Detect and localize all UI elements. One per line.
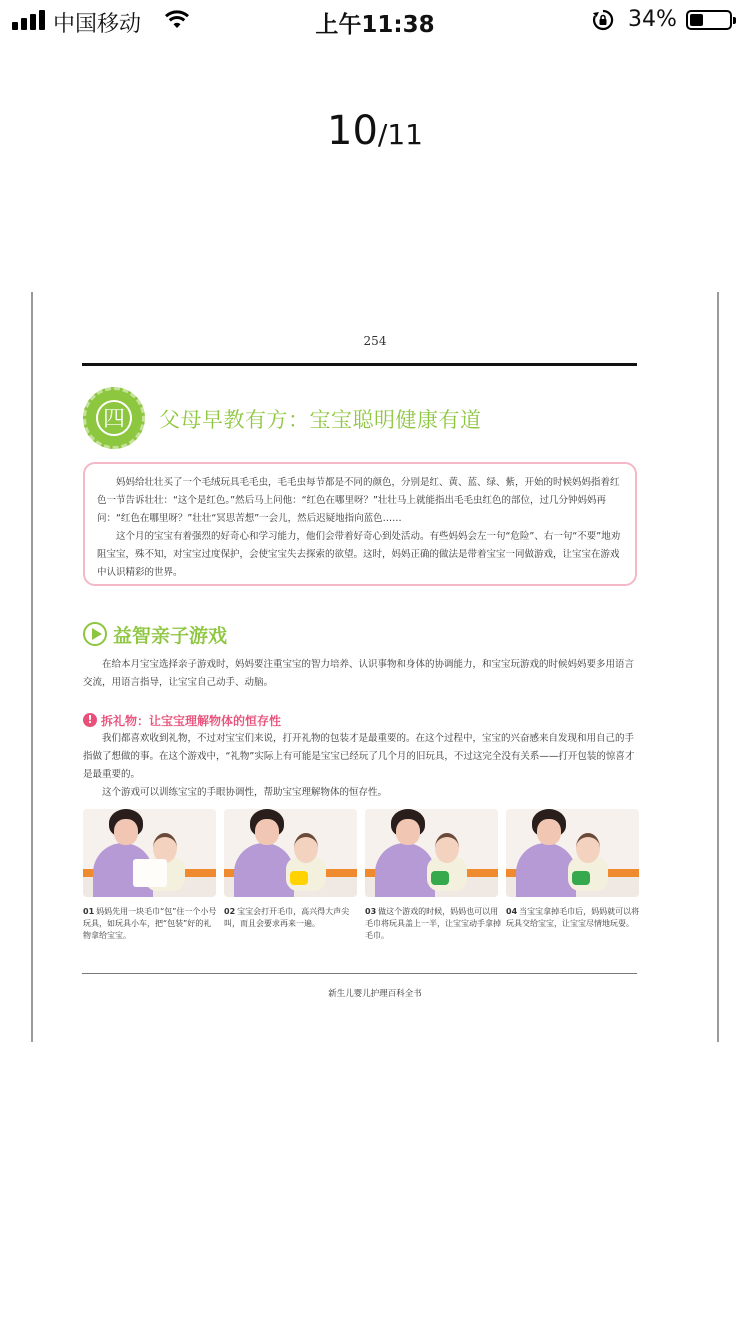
intro-paragraph: 妈妈给壮壮买了一个毛绒玩具毛毛虫，毛毛虫每节都是不同的颜色，分别是红、黄、蓝、绿、紫，开始的时候妈妈指着红色一节告诉壮壮：“这个是红色。”然后马上问他：“红色在哪里呀？”壮壮马上就能指出毛毛虫红色的部位，过几分钟妈妈再问：“红色在哪里呀？”壮壮“冥思苦想”一会儿，然后迟疑地指向蓝色…… — [97, 477, 620, 524]
header-rule — [82, 363, 637, 366]
step-photo-3 — [365, 809, 498, 897]
game-heading-text: 益智亲子游戏 — [113, 625, 228, 647]
step-caption: 04 当宝宝拿掉毛巾后，妈妈就可以将玩具交给宝宝，让宝宝尽情地玩耍。 — [506, 907, 640, 928]
page-counter — [0, 108, 750, 154]
step-caption: 03 做这个游戏的时候，妈妈也可以用毛巾将玩具盖上一半，让宝宝动手拿掉毛巾。 — [365, 907, 501, 940]
book-page-number: 254 — [363, 334, 387, 348]
section-badge — [83, 387, 145, 449]
rotation-lock-icon — [592, 9, 614, 31]
intro-paragraph: 这个月的宝宝有着强烈的好奇心和学习能力，他们会带着好奇心到处活动。有些妈妈会左一句“危险”、右一句“不要”地劝阻宝宝，殊不知，对宝宝过度保护，会使宝宝失去探索的欲望。这时，妈妈正确的做法是带着宝宝一同做游戏，让宝宝在游戏中认识精彩的世界。 — [97, 531, 621, 578]
exclamation-icon: ! — [83, 713, 97, 727]
battery-icon — [686, 10, 732, 30]
book-footer: 新生儿婴儿护理百科全书 — [328, 989, 422, 999]
sub-heading-text: 拆礼物：让宝宝理解物体的恒存性 — [101, 714, 282, 728]
footer-rule — [82, 973, 637, 974]
play-icon — [83, 622, 107, 646]
step-caption: 01 妈妈先用一块毛巾“包”住一个小号玩具，如玩具小车，把“包装”好的礼物拿给宝宝。 — [83, 907, 217, 940]
game-paragraph — [83, 656, 639, 692]
battery-percentage: 34% — [628, 7, 677, 32]
step-caption: 02 宝宝会打开毛巾，高兴得大声尖叫，而且会要求再来一遍。 — [224, 907, 350, 928]
status-bar — [0, 0, 750, 40]
game-paragraph-text: 在给本月宝宝选择亲子游戏时，妈妈要注重宝宝的智力培养、认识事物和身体的协调能力，和宝宝玩游戏的时候妈妈要多用语言交流，用语言指导，让宝宝自己动手、动脑。 — [83, 659, 635, 688]
sub-paragraph: 这个游戏可以训练宝宝的手眼协调性，帮助宝宝理解物体的恒存性。 — [102, 787, 388, 798]
step-photo-4 — [506, 809, 639, 897]
step-photo-2 — [224, 809, 357, 897]
document-page[interactable] — [31, 292, 719, 1042]
sub-paragraph: 我们都喜欢收到礼物，不过对宝宝们来说，打开礼物的包装才是最重要的。在这个过程中，宝宝的兴奋感来自发现和用自己的手指做了想做的事。在这个游戏中，“礼物”实际上有可能是宝宝已经玩了几个月的旧玩具，不过这完全没有关系——打开包装的惊喜才是最重要的。 — [83, 733, 635, 780]
total-pages: /11 — [377, 118, 423, 151]
step-captions — [83, 906, 639, 950]
intro-box — [83, 462, 637, 586]
section-title: 父母早教有方：宝宝聪明健康有道 — [159, 408, 482, 432]
photo-strip — [83, 809, 639, 897]
current-page: 10 — [327, 108, 378, 154]
status-time: 上午11:38 — [315, 12, 435, 38]
section-number: 四 — [96, 400, 132, 436]
step-photo-1 — [83, 809, 216, 897]
carrier-name: 中国移动 — [53, 12, 142, 37]
sub-paragraphs — [83, 730, 639, 802]
